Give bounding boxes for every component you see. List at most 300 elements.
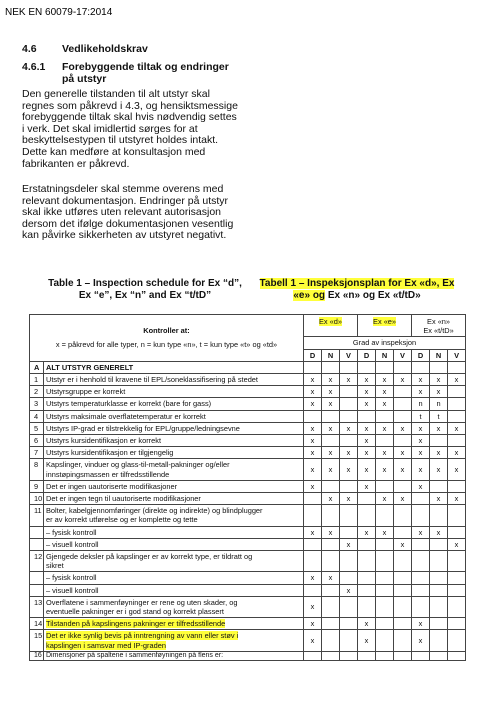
grade-cell: N [322,349,340,361]
inspection-mark [376,435,394,447]
inspection-mark: x [376,398,394,410]
inspection-mark [340,630,358,651]
inspection-mark: x [430,374,448,386]
row-number: 1 [30,374,44,386]
inspection-mark [448,572,466,584]
inspection-mark [340,618,358,630]
inspection-mark [430,435,448,447]
inspection-mark [322,584,340,596]
section-row [30,361,466,373]
table-row [30,596,466,617]
inspection-mark: x [340,447,358,459]
inspection-mark: x [430,447,448,459]
inspection-mark: x [412,374,430,386]
table-row-cut [30,651,466,660]
para-line: Dette kan medføre at konsultasjon med [22,145,206,158]
caption-english [40,278,250,302]
inspection-mark: x [340,459,358,480]
inspection-mark [358,493,376,505]
inspection-mark [376,551,394,572]
section-title-cell: ALT UTSTYR GENERELT [44,361,304,373]
inspection-mark: x [304,422,322,434]
inspection-mark [394,480,412,492]
row-number: 3 [30,398,44,410]
table-row [30,538,466,550]
inspection-mark: x [412,447,430,459]
row-description [44,480,304,492]
row-number: 8 [30,459,44,480]
inspection-mark: x [376,493,394,505]
inspection-mark: x [358,398,376,410]
inspection-mark: x [448,459,466,480]
inspection-mark: x [358,435,376,447]
table-row [30,422,466,434]
row-number: 10 [30,493,44,505]
inspection-mark [358,538,376,550]
row-number: 12 [30,551,44,572]
inspection-mark [394,596,412,617]
inspection-mark: x [322,447,340,459]
row-description [44,493,304,505]
row-description-line: Tilstanden på kapslingens pakninger er tilfredsstillende [46,619,226,629]
table-row [30,435,466,447]
row-description-line: Det er ikke synlig bevis på inntrengning av vann eller støv i [46,631,239,641]
inspection-mark: x [340,374,358,386]
inspection-mark [322,435,340,447]
row-number: 15 [30,630,44,651]
inspection-mark [376,410,394,422]
inspection-mark: x [340,584,358,596]
subsection-title-line1: Forebyggende tiltak og endringer [62,61,229,73]
inspection-mark: x [358,459,376,480]
inspection-mark [430,584,448,596]
inspection-mark [340,572,358,584]
inspection-mark: x [340,538,358,550]
row-number: 16 [30,651,44,660]
inspection-mark: x [322,422,340,434]
inspection-mark [394,505,412,526]
inspection-mark [448,618,466,630]
inspection-mark [340,410,358,422]
inspection-mark [394,572,412,584]
inspection-mark [430,618,448,630]
inspection-mark: x [376,459,394,480]
inspection-mark [376,584,394,596]
subsection-number: 4.6.1 [22,61,46,73]
inspection-mark: x [304,459,322,480]
grade-cell: D [358,349,376,361]
row-description-line: Utstyrsgruppe er korrekt [46,387,126,397]
group-label-line2: Ex «t/tD» [423,326,454,336]
table-header-row [30,315,466,337]
row-description-line: Overflatene i sammenføyninger er rene og uten skader, og [46,597,238,607]
caption-no-line2-highlight: «e» og [293,290,326,301]
inspection-mark [430,505,448,526]
header-note: x = påkrevd for alle typer, n = kun type «n», t = kun type «t» og «td» [55,340,278,350]
inspection-mark: x [430,493,448,505]
row-description [44,572,304,584]
subsection-title [62,61,229,85]
caption-en-line1: Table 1 – Inspection schedule for Ex “d”, [48,278,242,289]
inspection-mark: t [412,410,430,422]
table-row [30,459,466,480]
row-description-line: sikret [46,561,64,571]
inspection-mark [322,551,340,572]
row-description-line: Utstyr er i henhold til kravene til EPL/soneklassifisering på stedet [46,375,258,385]
para-line: Den generelle tilstanden til alt utstyr skal [22,88,210,100]
inspection-mark: x [430,526,448,538]
inspection-mark [448,526,466,538]
inspection-mark [340,551,358,572]
group-header-n [412,315,466,337]
inspection-mark: x [358,374,376,386]
inspection-mark [394,584,412,596]
inspection-mark [322,618,340,630]
inspection-mark [412,505,430,526]
row-description [44,584,304,596]
inspection-mark [322,630,340,651]
row-description [44,410,304,422]
table-row [30,630,466,651]
para-line: relevant dokumentasjon. Endringer på utstyr [22,194,229,207]
inspection-mark [304,493,322,505]
table-row [30,572,466,584]
para-line: kan påvirke sikkerheten av utstyret negativt. [22,229,227,242]
inspection-mark [304,584,322,596]
inspection-mark: x [394,538,412,550]
inspection-mark [430,551,448,572]
inspection-mark: x [376,526,394,538]
row-description [44,526,304,538]
row-number: 2 [30,386,44,398]
inspection-mark [376,618,394,630]
table-row [30,618,466,630]
inspection-mark: x [376,447,394,459]
inspection-mark [358,551,376,572]
inspection-mark [430,538,448,550]
group-header-e [358,315,412,337]
inspection-mark: x [394,422,412,434]
inspection-mark [448,551,466,572]
inspection-mark [340,398,358,410]
grade-cell: N [376,349,394,361]
inspection-mark [322,538,340,550]
grade-cell: D [304,349,322,361]
inspection-mark [358,584,376,596]
header-title: Kontroller at: [143,326,190,336]
inspection-mark: x [430,422,448,434]
group-label: Ex «e» [373,317,397,326]
inspection-mark [412,584,430,596]
inspection-mark [412,551,430,572]
inspection-mark: x [304,618,322,630]
inspection-mark [304,538,322,550]
row-number [30,526,44,538]
row-description [44,596,304,617]
row-description-line: eventuelle pakninger er i god stand og korrekt plassert [46,607,224,617]
row-description-line: er av korrekt utførelse og er komplette og tette [46,515,198,525]
inspection-mark: x [340,422,358,434]
inspection-mark [448,398,466,410]
row-description-line: Det er ingen tegn til uautoriserte modifikasjoner [46,494,201,504]
inspection-mark [394,551,412,572]
inspection-mark [358,596,376,617]
inspection-mark: x [430,386,448,398]
row-description-line: – fysisk kontroll [46,573,97,583]
inspection-mark: x [358,630,376,651]
inspection-mark [448,505,466,526]
inspection-mark: x [412,480,430,492]
inspection-mark [394,435,412,447]
inspection-mark [394,386,412,398]
inspection-mark: x [340,493,358,505]
para-line: beskyttelsestypen til utstyret holdes intakt. [22,134,219,147]
row-number: 4 [30,410,44,422]
inspection-mark [394,526,412,538]
inspection-mark: x [358,526,376,538]
grade-label: Grad av inspeksjon [304,337,466,349]
inspection-mark [448,596,466,617]
row-description [44,398,304,410]
group-label: Ex «d» [319,317,343,326]
inspection-mark [304,551,322,572]
row-number: 7 [30,447,44,459]
para-line: skal ikke utføres uten relevant autorisasjon [22,206,222,219]
row-number: 9 [30,480,44,492]
inspection-mark: x [430,459,448,480]
inspection-mark [376,630,394,651]
inspection-mark: x [322,398,340,410]
row-description-line: Kapslinger, vinduer og glass-til-metall-pakninger og/eller [46,460,230,470]
row-description-line: Gjengede deksler på kapslinger er av korrekt type, er tildratt og [46,552,253,562]
inspection-mark: x [412,459,430,480]
inspection-mark: x [448,493,466,505]
row-description: Dimensjoner på spaltene i sammenføyningen på flens er: [44,651,304,660]
row-description [44,374,304,386]
inspection-mark: x [322,526,340,538]
inspection-mark: x [412,435,430,447]
inspection-mark: x [304,572,322,584]
inspection-mark: x [412,422,430,434]
row-description-line: Utstyrs maksimale overflatetemperatur er korrekt [46,411,206,421]
row-description-line: Utstyrs IP-grad er tilstrekkelig for EPL/gruppe/ledningsevne [46,423,240,433]
inspection-mark [430,596,448,617]
inspection-mark: x [358,386,376,398]
inspection-mark [412,493,430,505]
inspection-mark [358,505,376,526]
row-description-line: – visuell kontroll [46,539,99,549]
inspection-mark: x [304,386,322,398]
row-description [44,422,304,434]
inspection-mark [448,630,466,651]
inspection-mark [394,410,412,422]
inspection-mark: x [358,447,376,459]
inspection-mark [430,480,448,492]
inspection-mark: x [394,493,412,505]
inspection-mark [376,538,394,550]
inspection-mark: x [448,374,466,386]
inspection-mark [376,572,394,584]
inspection-mark: x [304,630,322,651]
row-number: 11 [30,505,44,526]
para-line: dersom det ifølge dokumentasjonen vesentlig [22,217,234,230]
inspection-mark: x [358,480,376,492]
inspection-mark [340,526,358,538]
inspection-mark [412,538,430,550]
row-description [44,538,304,550]
inspection-mark: x [412,526,430,538]
inspection-mark: x [394,374,412,386]
row-description-line: Utstyrs kursidentifikasjon er tilgjengelig [46,448,174,458]
inspection-mark [412,572,430,584]
row-description-line: Utstyrs kursidentifikasjon er korrekt [46,436,161,446]
table-row [30,398,466,410]
para-line: regnes som påkrevd i 4.3, og hensiktsmessige [22,99,238,112]
inspection-mark [448,480,466,492]
row-description-line: Det er ingen uautoriserte modifikasjoner [46,481,178,491]
grade-cell: V [340,349,358,361]
caption-no-line2-rest: Ex «n» og Ex «t/tD» [325,290,421,301]
inspection-mark: x [394,459,412,480]
row-description-line: kapslingen i samsvar med IP-graden [46,640,166,650]
inspection-mark [394,630,412,651]
row-number: 5 [30,422,44,434]
inspection-mark [448,386,466,398]
para-line: Erstatningsdeler skal stemme overens med [22,183,224,195]
inspection-mark [340,480,358,492]
table-row [30,505,466,526]
table-row [30,526,466,538]
row-description [44,551,304,572]
inspection-mark: x [304,435,322,447]
inspection-mark: x [394,447,412,459]
inspection-mark: x [322,386,340,398]
row-description [44,386,304,398]
table-header-cell [30,315,304,362]
row-description-line: Utstyrs temperaturklasse er korrekt (bare for gass) [46,399,212,409]
table-row [30,374,466,386]
inspection-mark: x [412,630,430,651]
row-number [30,538,44,550]
inspection-mark: x [448,422,466,434]
row-description [44,459,304,480]
inspection-mark [322,410,340,422]
table-row [30,410,466,422]
row-description [44,505,304,526]
inspection-mark: n [412,398,430,410]
inspection-mark: x [304,447,322,459]
inspection-mark: n [430,398,448,410]
table-row [30,551,466,572]
inspection-mark: x [448,538,466,550]
inspection-table [29,314,466,661]
subsection-title-line2: på utstyr [62,73,107,85]
grade-cell: V [448,349,466,361]
inspection-mark [358,572,376,584]
table-row [30,447,466,459]
row-description [44,435,304,447]
inspection-mark [448,584,466,596]
row-description-line: Bolter, kabelgjennomføringer (direkte og indirekte) og blindplugger [46,506,263,516]
inspection-mark [322,480,340,492]
row-description-line: – visuell kontroll [46,585,99,595]
inspection-mark [340,435,358,447]
inspection-mark: x [304,526,322,538]
inspection-mark: x [304,374,322,386]
inspection-mark [376,505,394,526]
inspection-mark: x [304,398,322,410]
para-line: i verk. Det skal imidlertid sørges for at [22,122,198,135]
section-title: Vedlikeholdskrav [62,43,148,55]
inspection-mark: x [358,422,376,434]
inspection-mark [376,596,394,617]
inspection-mark [394,398,412,410]
inspection-mark [340,386,358,398]
row-number [30,584,44,596]
document-id: NEK EN 60079-17:2014 [5,7,113,18]
inspection-mark [304,410,322,422]
inspection-mark [448,410,466,422]
inspection-mark: t [430,410,448,422]
paragraph-1 [22,89,248,170]
group-header-d [304,315,358,337]
grade-cell: D [412,349,430,361]
row-number: 14 [30,618,44,630]
inspection-mark [430,630,448,651]
row-description [44,447,304,459]
inspection-mark: x [304,480,322,492]
table-row [30,386,466,398]
grade-cell: V [394,349,412,361]
inspection-mark: x [322,374,340,386]
inspection-mark [376,480,394,492]
row-number [30,572,44,584]
inspection-mark [322,505,340,526]
grade-cell: N [430,349,448,361]
section-letter: A [30,361,44,373]
inspection-mark [412,596,430,617]
inspection-mark: x [376,386,394,398]
inspection-mark [358,410,376,422]
table-row [30,584,466,596]
inspection-mark: x [322,459,340,480]
caption-norwegian [252,278,462,302]
row-number: 6 [30,435,44,447]
inspection-mark [340,596,358,617]
inspection-mark: x [358,618,376,630]
section-number: 4.6 [22,43,37,55]
inspection-mark: x [322,493,340,505]
row-number: 13 [30,596,44,617]
group-label: Ex «n» [427,317,451,326]
row-description-line: – fysisk kontroll [46,527,97,537]
inspection-mark [304,505,322,526]
inspection-mark: x [304,596,322,617]
inspection-mark: x [412,386,430,398]
paragraph-2 [22,184,248,242]
caption-en-line2: Ex “e”, Ex “n” and Ex “t/tD” [78,290,212,301]
row-description [44,630,304,651]
caption-no-line1: Tabell 1 – Inspeksjonsplan for Ex «d», Ex [259,278,455,289]
para-line: fabrikanten er påkrevd. [22,157,130,170]
inspection-mark [340,505,358,526]
table-row [30,480,466,492]
inspection-mark [322,596,340,617]
para-line: forebyggende tiltak skal hvis nødvendig settes [22,111,237,124]
table-row [30,493,466,505]
inspection-mark [448,435,466,447]
inspection-mark [394,618,412,630]
